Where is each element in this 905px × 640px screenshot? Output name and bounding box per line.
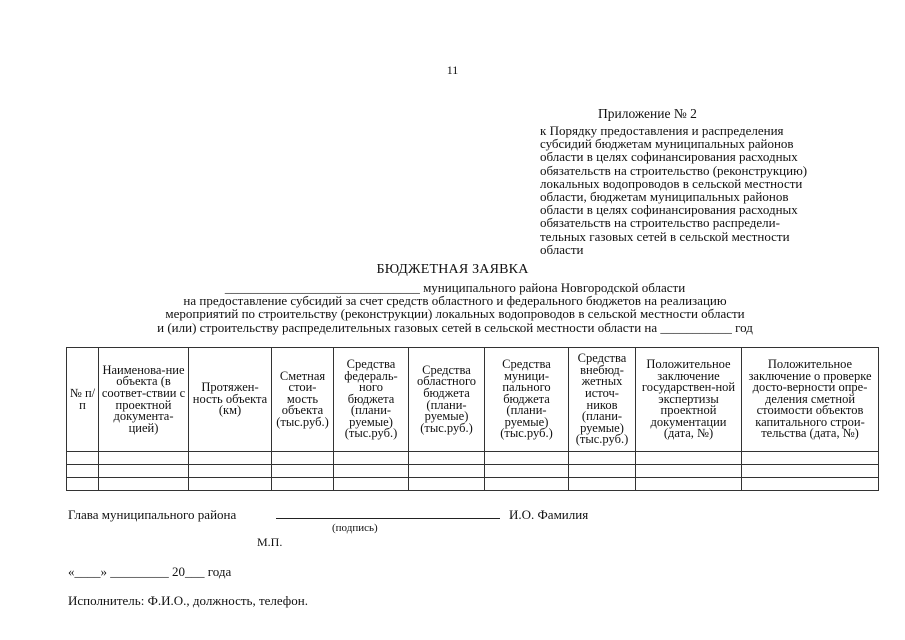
- document-subtitle: [60, 281, 850, 334]
- table-cell[interactable]: [636, 465, 742, 478]
- table-cell[interactable]: [67, 478, 99, 491]
- signature-label: Глава муниципального района: [68, 507, 237, 522]
- appendix-title: Приложение № 2: [598, 106, 697, 121]
- header-cell: Протяжен-ность объекта (км): [189, 348, 272, 452]
- close-quote: »: [100, 564, 107, 579]
- header-cell: Средства муници-пального бюджета (плани-руемые) (тыс.руб.): [485, 348, 569, 452]
- table-cell[interactable]: [67, 452, 99, 465]
- table-cell[interactable]: [189, 465, 272, 478]
- table-cell[interactable]: [409, 465, 485, 478]
- table-cell[interactable]: [742, 478, 879, 491]
- table-cell[interactable]: [569, 478, 636, 491]
- subtitle-line-3: мероприятий по строительству (реконструкции) локальных водопроводов в сельской местности области: [165, 306, 745, 322]
- appendix-line: области: [540, 241, 584, 257]
- table-cell[interactable]: [742, 465, 879, 478]
- table-cell[interactable]: [409, 452, 485, 465]
- table-cell[interactable]: [189, 452, 272, 465]
- table-cell[interactable]: [742, 452, 879, 465]
- table-header-row: [67, 348, 879, 452]
- date-line: [68, 564, 231, 580]
- table-cell[interactable]: [569, 452, 636, 465]
- table-cell[interactable]: [272, 478, 334, 491]
- executor-line: Исполнитель: Ф.И.О., должность, телефон.: [68, 593, 308, 608]
- appendix-line: к Порядку предоставления и распределения: [540, 123, 784, 138]
- appendix-line: области в целях софинансирования расходных: [540, 202, 798, 218]
- table-cell[interactable]: [485, 465, 569, 478]
- year-blank: ___________: [660, 319, 732, 335]
- page-number: 11: [446, 63, 459, 77]
- table-cell[interactable]: [409, 478, 485, 491]
- subtitle-line-4: и (или) строительству распределительных газовых сетей в сельской местности области на: [157, 319, 658, 335]
- year-blank-date[interactable]: ___: [185, 564, 205, 579]
- appendix-line: области, бюджетам муниципальных районов: [540, 189, 789, 205]
- header-cell: Средства внебюд-жетных источ-ников (плани-руемые) (тыс.руб.): [569, 348, 636, 452]
- table-cell[interactable]: [272, 465, 334, 478]
- table-cell[interactable]: [334, 478, 409, 491]
- header-cell: Средства федераль-ного бюджета (плани-руемые) (тыс.руб.): [334, 348, 409, 452]
- appendix-line: области в целях софинансирования расходных: [540, 149, 798, 165]
- month-blank[interactable]: _________: [110, 564, 169, 579]
- table-cell[interactable]: [636, 478, 742, 491]
- table-cell[interactable]: [67, 465, 99, 478]
- appendix-line: обязательств на строительство распредели-: [540, 215, 780, 231]
- table-cell[interactable]: [189, 478, 272, 491]
- day-blank[interactable]: ____: [74, 564, 101, 579]
- stamp-place: М.П.: [257, 535, 283, 549]
- table-cell[interactable]: [569, 465, 636, 478]
- district-blank: ______________________________: [224, 280, 420, 295]
- header-cell: Средства областного бюджета (плани-руемые) (тыс.руб.): [409, 348, 485, 452]
- table-cell[interactable]: [99, 478, 189, 491]
- year-word: года: [207, 564, 232, 579]
- table-row: [67, 452, 879, 465]
- table-cell[interactable]: [99, 465, 189, 478]
- subtitle-line-1: муниципального района Новгородской области: [423, 280, 686, 295]
- table-cell[interactable]: [99, 452, 189, 465]
- request-table: [66, 347, 879, 491]
- subtitle-line-2: на предоставление субсидий за счет средств областного и федерального бюджетов на реализацию: [183, 293, 727, 309]
- header-cell: № п/п: [67, 348, 99, 452]
- header-cell: Сметная стои-мость объекта (тыс.руб.): [272, 348, 334, 452]
- header-cell: Наименова-ние объекта (в соответ-ствии с проектной документа-цией): [99, 348, 189, 452]
- signature-caption: (подпись): [332, 522, 378, 534]
- open-quote: «: [68, 564, 75, 579]
- document-title: БЮДЖЕТНАЯ ЗАЯВКА: [376, 262, 529, 277]
- table-cell[interactable]: [272, 452, 334, 465]
- year-suffix: год: [735, 319, 753, 335]
- year-prefix: 20: [172, 564, 185, 579]
- table-cell[interactable]: [636, 452, 742, 465]
- table-cell[interactable]: [485, 478, 569, 491]
- table-row: [67, 478, 879, 491]
- appendix-line: обязательств на строительство (реконструкцию): [540, 162, 808, 178]
- table-row: [67, 465, 879, 478]
- table-cell[interactable]: [485, 452, 569, 465]
- header-cell: Положительное заключение государствен-ной экспертизы проектной документации (дата, №): [636, 348, 742, 452]
- appendix-line: тельных газовых сетей в сельской местности: [540, 228, 790, 244]
- appendix-line: локальных водопроводов в сельской местности: [540, 175, 803, 191]
- signature-blank[interactable]: [276, 518, 500, 519]
- table-cell[interactable]: [334, 465, 409, 478]
- header-cell: Положительное заключение о проверке досто-верности опре-деления сметной стоимости объектов капитального строи-тельства (дата, №): [742, 348, 879, 452]
- appendix-line: субсидий бюджетам муниципальных районов: [540, 136, 794, 152]
- signature-name: И.О. Фамилия: [509, 507, 589, 522]
- table-cell[interactable]: [334, 452, 409, 465]
- appendix-text: [540, 124, 840, 256]
